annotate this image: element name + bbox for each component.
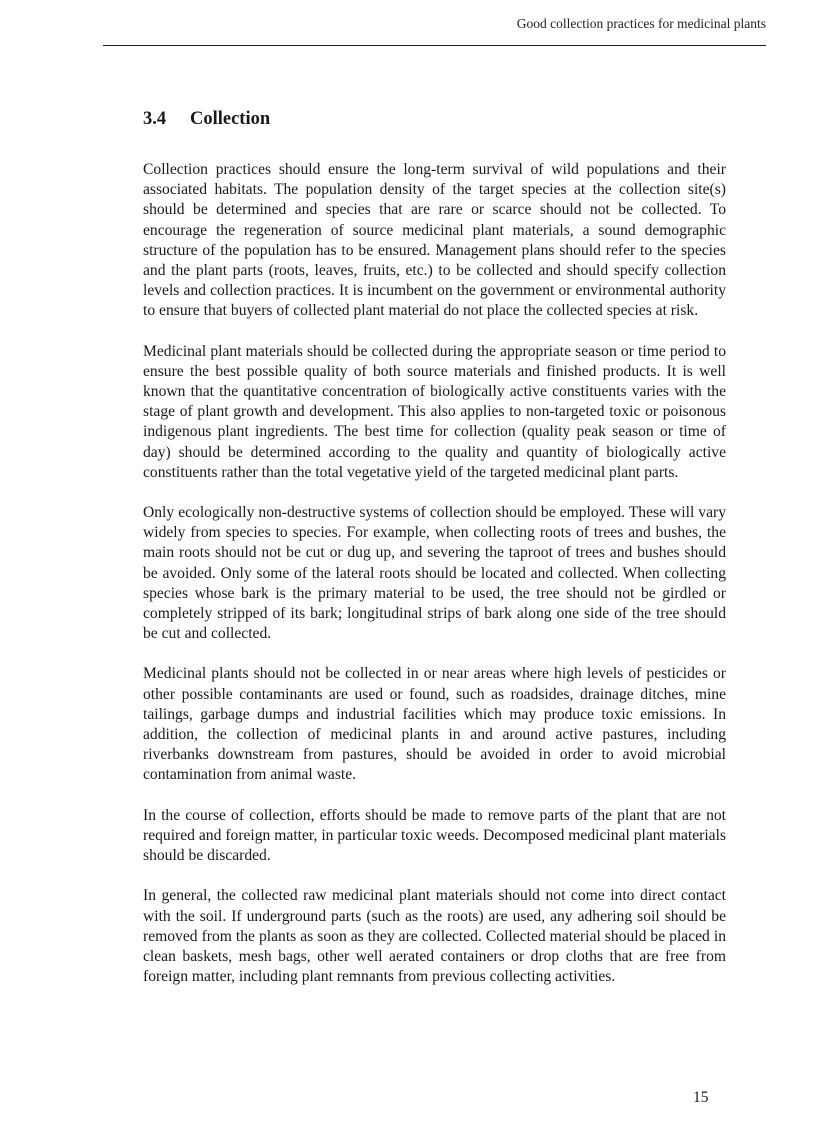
page-number: 15: [693, 1089, 709, 1106]
paragraph-1: Collection practices should ensure the long-term survival of wild populations and their associated habitats. The population density of the target species at the collection site(s) should be determined and species that are rare or scarce should not be collected. To encourage the regeneration of source medicinal plant materials, a sound demographic structure of the population has to be ensured. Management plans should refer to the species and the plant parts (roots, leaves, fruits, etc.) to be collected and should specify collection levels and collection practices. It is incumbent on the government or environmental authority to ensure that buyers of collected plant material do not place the collected species at risk.: [143, 161, 726, 320]
section-heading: [143, 109, 270, 130]
paragraph-2: Medicinal plant materials should be collected during the appropriate season or time period to ensure the best possible quality of both source materials and finished products. It is well known that the quantitative concentration of biologically active constituents varies with the stage of plant growth and development. This also applies to non-targeted toxic or poisonous indigenous plant ingredients. The best time for collection (quality peak season or time of day) should be determined according to the quality and quantity of biologically active constituents rather than the total vegetative yield of the targeted medicinal plant parts.: [143, 342, 726, 481]
running-header: Good collection practices for medicinal plants: [516, 16, 766, 31]
paragraph-5: In the course of collection, efforts should be made to remove parts of the plant that are not required and foreign matter, in particular toxic weeds. Decomposed medicinal plant materials should be discarded.: [143, 806, 726, 865]
header-rule: [103, 45, 766, 46]
paragraph-4: Medicinal plants should not be collected in or near areas where high levels of pesticides or other possible contaminants are used or found, such as roadsides, drainage ditches, mine tailings, garbage dumps and industrial facilities which may produce toxic emissions. In addition, the collection of medicinal plants in and around active pastures, including riverbanks downstream from pastures, should be avoided in order to avoid microbial contamination from animal waste.: [143, 665, 726, 784]
paragraph-3: Only ecologically non-destructive systems of collection should be employed. These will vary widely from species to species. For example, when collecting roots of trees and bushes, the main roots should not be cut or dug up, and severing the taproot of trees and bushes should be avoided. Only some of the lateral roots should be located and collected. When collecting species whose bark is the primary material to be used, the tree should not be girdled or completely stripped of its bark; longitudinal strips of bark along one side of the tree should be cut and collected.: [143, 504, 726, 643]
section-number: 3.4: [143, 109, 167, 129]
body-text: [143, 160, 726, 1007]
paragraph-6: In general, the collected raw medicinal plant materials should not come into direct contact with the soil. If underground parts (such as the roots) are used, any adhering soil should be removed from the plants as soon as they are collected. Collected material should be placed in clean baskets, mesh bags, other well aerated containers or drop cloths that are free from foreign matter, including plant remnants from previous collecting activities.: [143, 887, 726, 986]
section-title: Collection: [190, 109, 271, 129]
